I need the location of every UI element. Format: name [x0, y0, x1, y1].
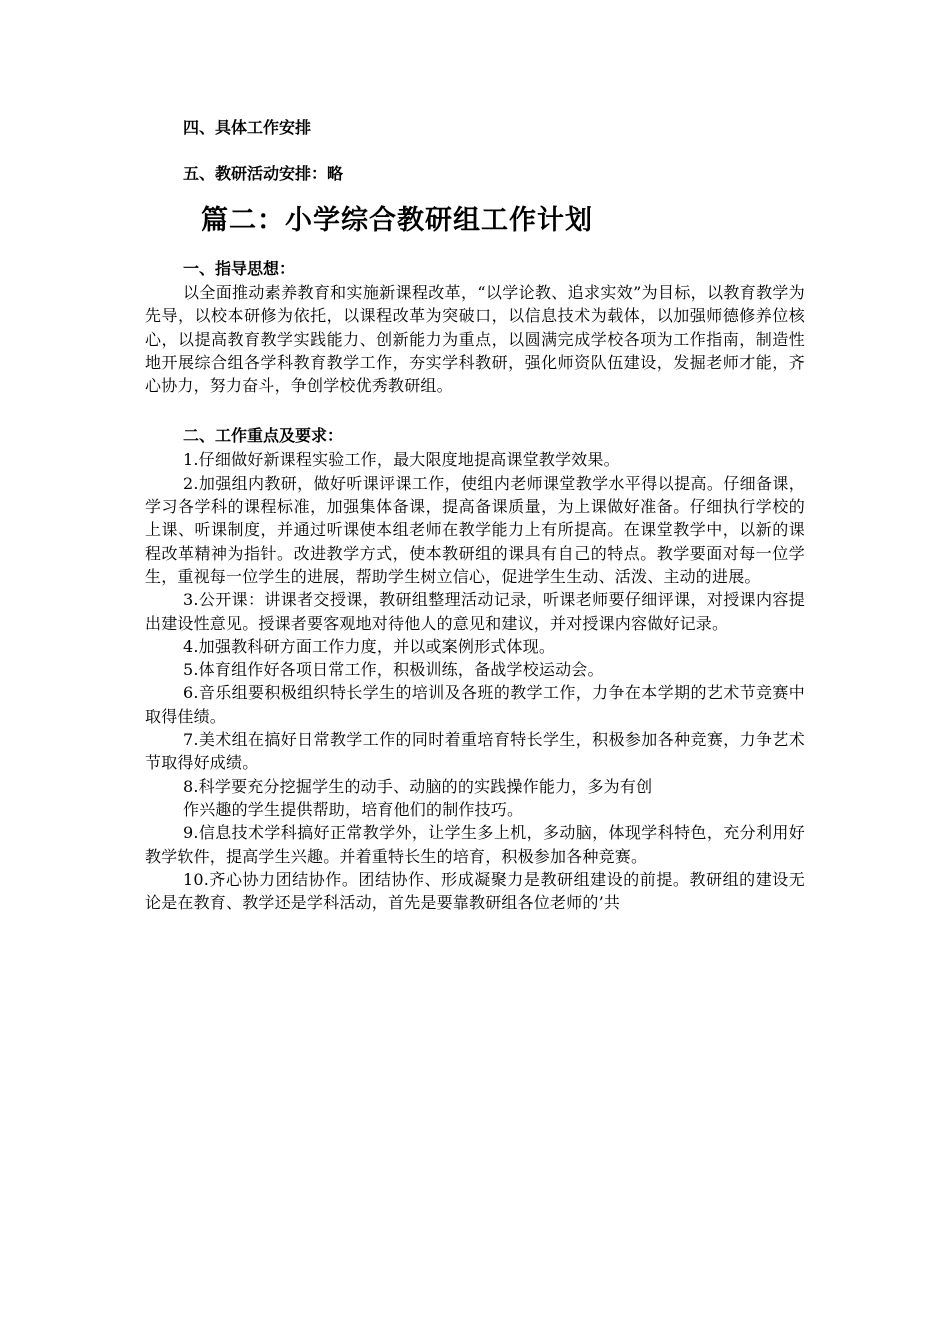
work-item-9: 9.信息技术学科搞好正常教学外，让学生多上机，多动脑，体现学科特色，充分利用好教学软件，提高学生兴趣。并着重特长生的培育，积极参加各种竞赛。	[145, 823, 805, 866]
work-item-5: 5.体育组作好各项日常工作，积极训练，备战学校运动会。	[183, 660, 604, 680]
guiding-ideology-paragraph: 以全面推动素养教育和实施新课程改革，“以学论教、追求实效”为目标，以教育教学为先导，以校本研修为依托，以课程改革为突破口，以信息技术为载体，以加强师德修养位核心，以提高教育教学实践能力、创新能力为重点，以圆满完成学校各项为工作指南，制造性地开展综合组各学科教育教学工作，夯实学科教研，强化师资队伍建设，发掘老师才能，齐心协力，努力奋斗，争创学校优秀教研组。	[145, 283, 805, 396]
section-heading-5: 五、教研活动安排：略	[183, 164, 344, 183]
document-title: 篇二：小学综合教研组工作计划	[201, 205, 593, 236]
work-item-8: 8.科学要充分挖掘学生的动手、动脑的的实践操作能力，多为有创	[183, 776, 653, 796]
section-heading-4: 四、具体工作安排	[183, 118, 312, 137]
work-item-4: 4.加强教科研方面工作力度，并以或案例形式体现。	[183, 636, 556, 656]
document-body	[145, 112, 805, 914]
work-item-6: 6.音乐组要积极组织特长学生的培训及各班的教学工作，力争在本学期的艺术节竞赛中取得佳绩。	[145, 683, 805, 726]
work-item-7: 7.美术组在搞好日常教学工作的同时着重培育特长学生，积极参加各种竞赛，力争艺术节取得好成绩。	[145, 730, 805, 773]
work-item-10: 10.齐心协力团结协作。团结协作、形成凝聚力是教研组建设的前提。教研组的建设无论是在教育、教学还是学科活动，首先是要靠教研组各位老师的’共	[145, 869, 805, 913]
work-item-8-continued: 作兴趣的学生提供帮助，培育他们的制作技巧。	[183, 799, 524, 819]
part1-heading: 一、指导思想：	[183, 259, 296, 278]
work-item-3: 3.公开课：讲课者交授课，教研组整理活动记录，听课老师要仔细评课，对授课内容提出建设性意见。授课者要客观地对待他人的意见和建议，并对授课内容做好记录。	[145, 590, 805, 633]
work-item-1: 1.仔细做好新课程实验工作，最大限度地提高课堂教学效果。	[183, 450, 620, 470]
part2-heading: 二、工作重点及要求：	[183, 426, 344, 446]
work-item-2: 2.加强组内教研，做好听课评课工作，使组内老师课堂教学水平得以提高。仔细备课，学习各学科的课程标准，加强集体备课，提高备课质量，为上课做好准备。仔细执行学校的上课、听课制度，并通过听课使本组老师在教学能力上有所提高。在课堂教学中，以新的课程改革精神为指针。改进教学方式，使本教研组的课具有自己的特点。教学要面对每一位学生，重视每一位学生的进展，帮助学生树立信心，促进学生生动、活泼、主动的进展。	[145, 473, 805, 586]
